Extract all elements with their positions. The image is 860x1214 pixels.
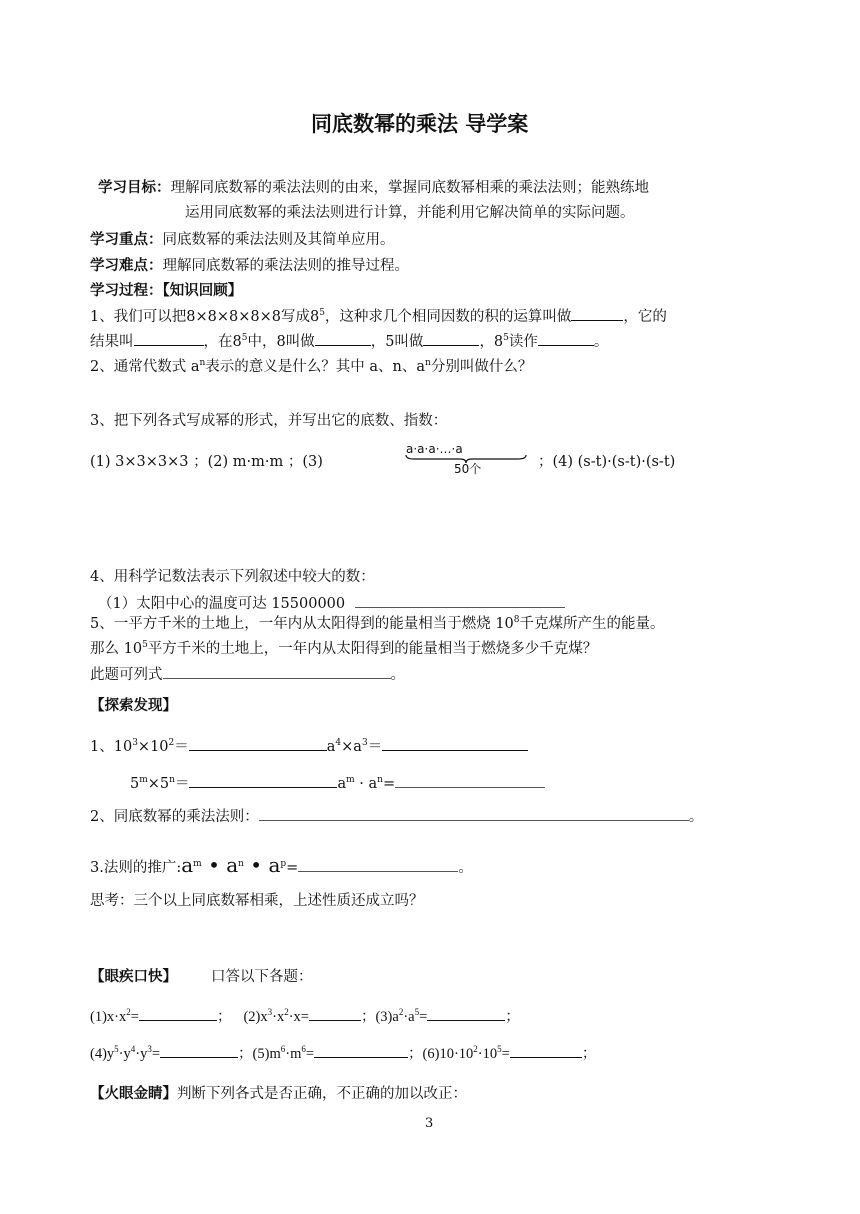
answer-blank[interactable]	[538, 331, 594, 346]
answer-blank[interactable]	[395, 773, 545, 788]
oral-section: 【眼疾口快】 口答以下各题：	[90, 969, 313, 985]
question-1-line1: 1、我们可以把8×8×8×8×8写成$8^5$，这种求几个相同因数的积的运算叫做 ，它的	[90, 308, 667, 325]
question-4-item: （1）太阳中心的温度可达 15500000	[98, 593, 565, 614]
power-a-m: a	[181, 853, 194, 877]
difficulty: 学习难点：理解同底数幂的乘法法则的推导过程。	[90, 258, 409, 274]
question-5-line2: 那么 $10^5$平方千米的土地上，一年内从太阳得到的能量相当于燃烧多少千克煤？	[90, 640, 598, 657]
explore-row-2: $5^m\times 5^n= a^m \cdot a^n=$	[130, 773, 545, 794]
brace-expression	[404, 442, 528, 476]
answer-blank[interactable]	[259, 806, 689, 821]
answer-blank[interactable]	[382, 736, 528, 751]
question-5-line3: 此题可列式 。	[90, 664, 405, 685]
objectives-line2: 运用同底数幂的乘法法则进行计算，并能利用它解决简单的实际问题。	[185, 205, 635, 221]
answer-blank[interactable]	[189, 773, 337, 788]
question-3-part1: (1) 3×3×3×3 ；(2) m·m·m ；(3)	[90, 454, 323, 470]
answer-blank[interactable]	[309, 1006, 361, 1021]
brace-product: a·a·a·…·a	[406, 442, 463, 456]
rule-generalization: 3.法则的推广$:a^m$ • $a^n$ • $a^p=$ 。	[90, 853, 473, 877]
question-3-stem: 3、把下列各式写成幂的形式，并写出它的底数、指数：	[90, 413, 448, 429]
answer-blank[interactable]	[160, 1043, 238, 1058]
answer-blank[interactable]	[314, 1043, 408, 1058]
answer-blank[interactable]	[423, 331, 479, 346]
objectives-line1: 学习目标：理解同底数幂的乘法法则的由来，掌握同底数幂相乘的乘法法则；能熟练地	[98, 180, 649, 196]
explore-label: 【探索发现】	[90, 698, 177, 714]
answer-blank[interactable]	[298, 857, 458, 872]
oral-row-1: $(1)x\cdot x^2=$ ； $(2)x^3\cdot x^2\cdot x=$ ；$(3)a^2\cdot a^5=$ ；	[90, 1007, 520, 1025]
question-5-line1: 5、一平方千米的土地上，一年内从太阳得到的能量相当于燃烧 $10^8$千克煤所产生的能量。	[90, 615, 665, 632]
objectives-label: 学习目标：	[98, 180, 171, 196]
process-label: 学习过程：【知识回顾】	[90, 283, 243, 299]
question-4-stem: 4、用科学记数法表示下列叙述中较大的数：	[90, 569, 375, 585]
answer-blank[interactable]	[163, 664, 391, 679]
answer-blank[interactable]	[427, 1006, 505, 1021]
answer-blank[interactable]	[355, 593, 565, 608]
explore-row-1: 1、$10^3\times 10^2= a^4\times a^3=$	[90, 736, 528, 757]
oral-row-2: $(4)y^5\cdot y^4\cdot y^3=$ ；$(5)m^6\cdot m^6=$ ；$(6)10\cdot 10^2\cdot 10^5=$ ；	[90, 1044, 597, 1062]
answer-blank[interactable]	[571, 306, 623, 321]
judge-section: 【火眼金睛】判断下列各式是否正确，不正确的加以改正：	[90, 1086, 467, 1102]
question-3-part2: ；(4) (s-t)·(s-t)·(s-t)	[538, 454, 676, 470]
key-point: 学习重点：同底数幂的乘法法则及其简单应用。	[90, 232, 395, 248]
question-2: 2、通常代数式 $a^n$表示的意义是什么？其中 a、n、$a^n$分别叫做什么？	[90, 358, 533, 375]
answer-blank[interactable]	[189, 736, 327, 751]
page-title: 同底数幂的乘法 导学案	[311, 112, 529, 136]
question-1-line2: 结果叫 ，在$8^5$中，8叫做 ，5叫做 ，$8^5$读作 。	[90, 333, 609, 350]
brace-count-label: 50个	[454, 462, 482, 476]
answer-blank[interactable]	[510, 1043, 582, 1058]
answer-blank[interactable]	[134, 331, 204, 346]
answer-blank[interactable]	[315, 331, 371, 346]
answer-blank[interactable]	[139, 1006, 217, 1021]
page-number: 3	[425, 1116, 434, 1131]
multiplication-rule: 2、同底数幂的乘法法则： 。	[90, 806, 703, 827]
think-question: 思考：三个以上同底数幂相乘，上述性质还成立吗？	[90, 893, 424, 909]
